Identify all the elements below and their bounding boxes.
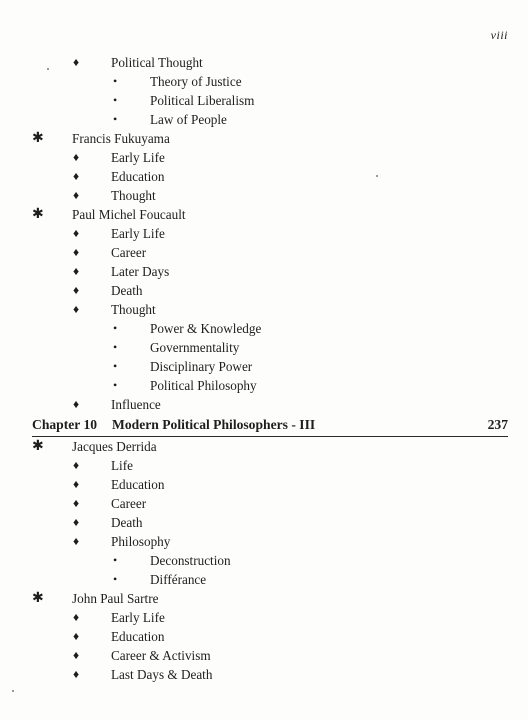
toc-entry-text: Education — [111, 477, 165, 492]
toc-entry-text: Early Life — [111, 610, 165, 625]
dot-bullet-icon: • — [113, 93, 118, 107]
diamond-bullet-icon: ♦ — [73, 648, 80, 662]
toc-entry-level-2 — [0, 376, 528, 395]
toc-entry-text: Philosophy — [111, 534, 171, 549]
dot-bullet-icon: • — [113, 340, 118, 354]
asterisk-bullet-icon: ✱ — [32, 131, 44, 146]
toc-entry-text: Early Life — [111, 226, 165, 241]
diamond-bullet-icon: ♦ — [73, 245, 80, 259]
asterisk-bullet-icon: ✱ — [32, 591, 44, 606]
toc-entry-level-2 — [0, 319, 528, 338]
dot-bullet-icon: • — [113, 359, 118, 373]
diamond-bullet-icon: ♦ — [73, 610, 80, 624]
diamond-bullet-icon: ♦ — [73, 302, 80, 316]
toc-entry-text: Influence — [111, 397, 161, 412]
toc-entry-level-1 — [0, 53, 528, 72]
toc-entry-level-0 — [0, 589, 528, 608]
toc-entry-text: Death — [111, 515, 143, 530]
toc-entry-level-0 — [0, 205, 528, 224]
toc-entry-level-1 — [0, 532, 528, 551]
diamond-bullet-icon: ♦ — [73, 226, 80, 240]
toc-entry-text: Jacques Derrida — [72, 439, 157, 454]
scan-speck — [12, 690, 14, 692]
diamond-bullet-icon: ♦ — [73, 667, 80, 681]
diamond-bullet-icon: ♦ — [73, 458, 80, 472]
toc-entry-text: Death — [111, 283, 143, 298]
toc-entry-level-1 — [0, 627, 528, 646]
toc-entry-level-1 — [0, 608, 528, 627]
toc-entry-level-1 — [0, 513, 528, 532]
toc-entry-level-1 — [0, 646, 528, 665]
toc-entry-text: Deconstruction — [150, 553, 231, 568]
chapter-title: Modern Political Philosophers - III — [112, 417, 316, 432]
diamond-bullet-icon: ♦ — [73, 629, 80, 643]
toc-entry-level-2 — [0, 91, 528, 110]
toc-entry-text: Governmentality — [150, 340, 240, 355]
toc-entry-text: Education — [111, 169, 165, 184]
toc-entry-level-1 — [0, 243, 528, 262]
scan-speck — [47, 68, 49, 70]
toc-entry-level-2 — [0, 570, 528, 589]
toc-entry-text: Early Life — [111, 150, 165, 165]
toc-entry-text: Career — [111, 245, 147, 260]
dot-bullet-icon: • — [113, 321, 118, 335]
toc-entry-level-1 — [0, 281, 528, 300]
chapter-page-number: 237 — [487, 417, 508, 432]
diamond-bullet-icon: ♦ — [73, 283, 80, 297]
toc-entry-text: Last Days & Death — [111, 667, 213, 682]
toc-entry-level-1 — [0, 167, 528, 186]
diamond-bullet-icon: ♦ — [73, 55, 80, 69]
toc-entry-text: Education — [111, 629, 165, 644]
toc-entry-text: Power & Knowledge — [150, 321, 262, 336]
toc-entry-text: Political Philosophy — [150, 378, 257, 393]
toc-entry-level-2 — [0, 338, 528, 357]
toc-entry-text: Thought — [111, 302, 156, 317]
toc-entry-text: Disciplinary Power — [150, 359, 253, 374]
scan-speck — [376, 175, 378, 177]
toc-entry-level-1 — [0, 148, 528, 167]
chapter-heading — [32, 414, 508, 437]
toc-entry-level-2 — [0, 357, 528, 376]
toc-entry-level-0 — [0, 129, 528, 148]
toc-entry-level-2 — [0, 72, 528, 91]
dot-bullet-icon: • — [113, 112, 118, 126]
toc-entry-level-0 — [0, 437, 528, 456]
dot-bullet-icon: • — [113, 553, 118, 567]
dot-bullet-icon: • — [113, 378, 118, 392]
toc-entry-text: Différance — [150, 572, 207, 587]
toc-entry-level-1 — [0, 262, 528, 281]
chapter-number: Chapter 10 — [32, 417, 98, 432]
diamond-bullet-icon: ♦ — [73, 534, 80, 548]
toc-entry-text: Thought — [111, 188, 156, 203]
toc-entry-text: Law of People — [150, 112, 227, 127]
toc-entry-level-1 — [0, 665, 528, 684]
toc-entry-level-1 — [0, 475, 528, 494]
diamond-bullet-icon: ♦ — [73, 515, 80, 529]
toc-entry-text: John Paul Sartre — [72, 591, 159, 606]
diamond-bullet-icon: ♦ — [73, 169, 80, 183]
diamond-bullet-icon: ♦ — [73, 477, 80, 491]
toc-entry-level-1 — [0, 456, 528, 475]
toc-entry-level-2 — [0, 110, 528, 129]
toc-entry-text: Later Days — [111, 264, 170, 279]
toc-entry-text: Paul Michel Foucault — [72, 207, 186, 222]
toc-entry-level-1 — [0, 494, 528, 513]
toc-entry-text: Life — [111, 458, 133, 473]
diamond-bullet-icon: ♦ — [73, 150, 80, 164]
toc-entry-level-1 — [0, 186, 528, 205]
dot-bullet-icon: • — [113, 74, 118, 88]
dot-bullet-icon: • — [113, 572, 118, 586]
diamond-bullet-icon: ♦ — [73, 397, 80, 411]
toc-entry-level-1 — [0, 300, 528, 319]
toc-entry-text: Francis Fukuyama — [72, 131, 170, 146]
toc-entry-level-2 — [0, 551, 528, 570]
toc-entry-text: Career & Activism — [111, 648, 211, 663]
table-of-contents — [0, 53, 528, 684]
diamond-bullet-icon: ♦ — [73, 264, 80, 278]
toc-entry-text: Political Thought — [111, 55, 203, 70]
asterisk-bullet-icon: ✱ — [32, 207, 44, 222]
page-number: viii — [490, 28, 508, 42]
toc-entry-level-1 — [0, 395, 528, 414]
toc-entry-text: Theory of Justice — [150, 74, 242, 89]
toc-entry-text: Career — [111, 496, 147, 511]
diamond-bullet-icon: ♦ — [73, 188, 80, 202]
diamond-bullet-icon: ♦ — [73, 496, 80, 510]
asterisk-bullet-icon: ✱ — [32, 439, 44, 454]
toc-entry-text: Political Liberalism — [150, 93, 255, 108]
toc-entry-level-1 — [0, 224, 528, 243]
